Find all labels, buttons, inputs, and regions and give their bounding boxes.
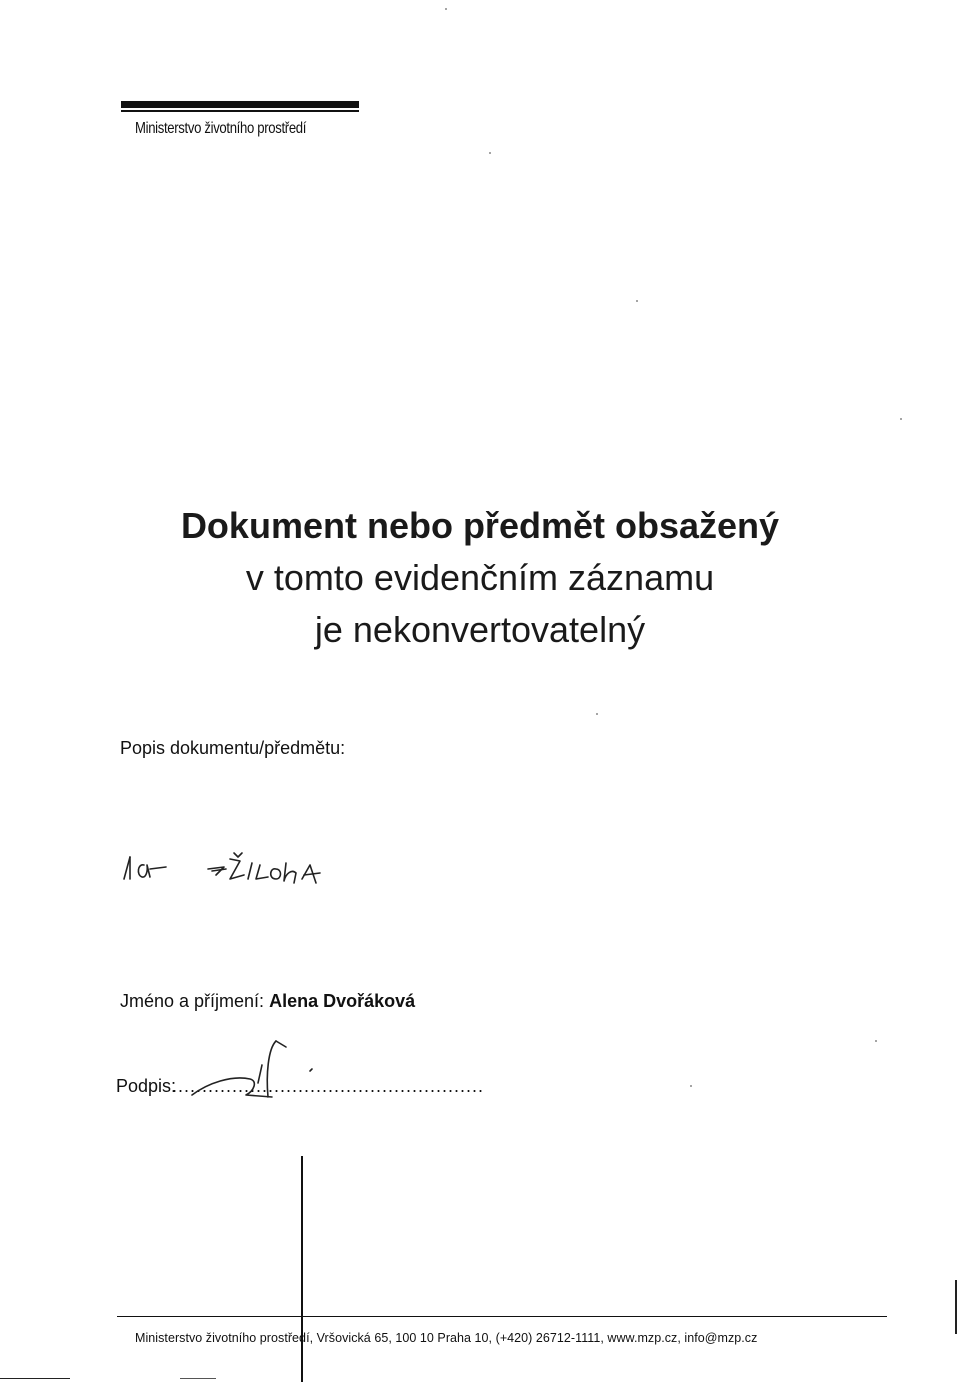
name-value: Alena Dvořáková <box>269 991 416 1011</box>
scan-speck <box>690 1085 692 1087</box>
name-label: Jméno a příjmení: <box>120 991 265 1011</box>
handwritten-description-drawing <box>120 845 360 895</box>
footer-address: Ministerstvo životního prostředí, Vršovická 65, 100 10 Praha 10, (+420) 26712-1111, www.mzp.cz, info@mzp.cz <box>135 1331 758 1345</box>
scan-edge-mark <box>955 1280 957 1334</box>
ministry-name: Ministerstvo životního prostředí <box>135 120 307 137</box>
signature-label: Podpis: <box>116 1076 177 1096</box>
header-rule-thin <box>121 110 359 112</box>
signature-drawing <box>188 1035 328 1105</box>
scan-speck <box>489 152 491 154</box>
notice-title-line-3: je nekonvertovatelný <box>314 609 646 650</box>
notice-title-line-2: v tomto evidenčním záznamu <box>245 557 715 598</box>
scan-speck <box>636 300 638 302</box>
scan-mark <box>180 1378 216 1379</box>
scan-speck <box>596 713 598 715</box>
signature-line: .................................................... <box>172 1076 485 1096</box>
handwritten-description <box>120 845 360 900</box>
scan-speck <box>445 8 447 10</box>
handwritten-signature <box>188 1035 328 1110</box>
description-label: Popis dokumentu/předmětu: <box>120 738 346 758</box>
notice-title-line-1: Dokument nebo předmět obsažený <box>180 505 780 546</box>
scan-mark <box>0 1378 70 1379</box>
header-rule-thick <box>121 101 359 108</box>
scan-speck <box>875 1040 877 1042</box>
footer-rule <box>117 1316 887 1317</box>
vertical-rule <box>301 1156 303 1382</box>
scan-speck <box>900 418 902 420</box>
notice-title <box>0 500 960 656</box>
name-field <box>120 991 415 1012</box>
